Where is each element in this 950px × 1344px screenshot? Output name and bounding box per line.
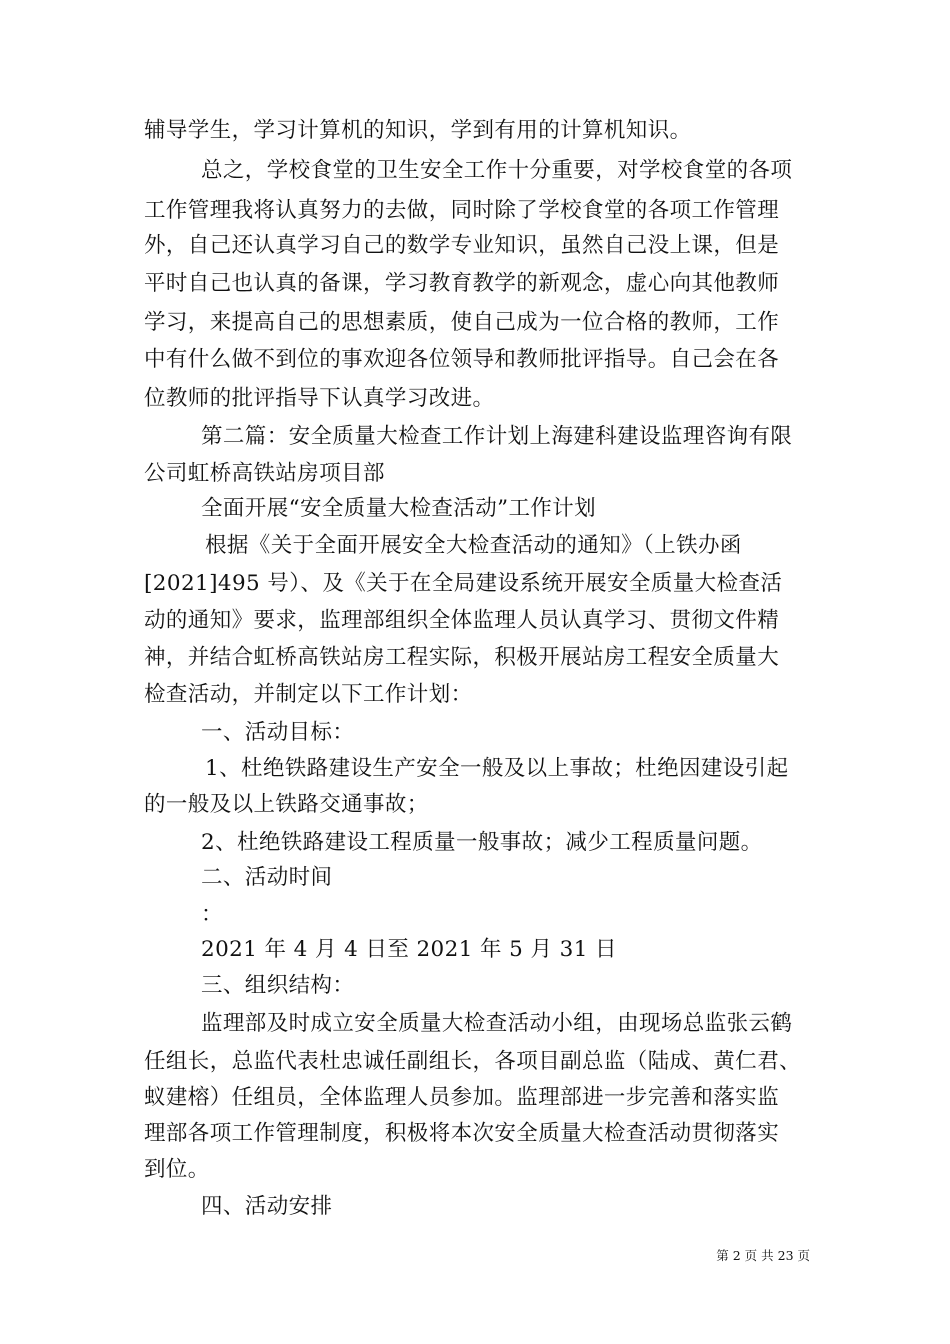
text-line: 蚁建榕）任组员，全体监理人员参加。监理部进一步完善和落实监 [144, 1085, 780, 1110]
text-line: [2021]495 号）、及《关于在全局建设系统开展安全质量大检查活 [144, 571, 783, 596]
text-line: 学习，来提高自己的思想素质，使自己成为一位合格的教师，工作 [144, 310, 780, 335]
section-heading: 三、组织结构： [201, 973, 355, 998]
text-line: ： [201, 902, 223, 927]
text-line: 中有什么做不到位的事欢迎各位领导和教师批评指导。自己会在各 [144, 347, 780, 372]
text-line: 工作管理我将认真努力的去做，同时除了学校食堂的各项工作管理 [144, 198, 780, 223]
text-line: 检查活动，并制定以下工作计划： [144, 682, 473, 707]
date-range: 2021 年 4 月 4 日至 2021 年 5 月 31 日 [201, 937, 617, 962]
section-heading: 二、活动时间 [201, 865, 333, 890]
section-heading: 第二篇：安全质量大检查工作计划上海建科建设监理咨询有限 [201, 424, 793, 449]
section-heading: 四、活动安排 [201, 1194, 333, 1219]
text-line: 平时自己也认真的备课，学习教育教学的新观念，虚心向其他教师 [144, 271, 780, 296]
text-line: 总之，学校食堂的卫生安全工作十分重要，对学校食堂的各项 [201, 158, 793, 183]
text-line: 到位。 [144, 1157, 210, 1182]
text-line: 神，并结合虹桥高铁站房工程实际，积极开展站房工程安全质量大 [144, 645, 780, 670]
text-line: 监理部及时成立安全质量大检查活动小组，由现场总监张云鹤 [201, 1011, 793, 1036]
text-line: 理部各项工作管理制度，积极将本次安全质量大检查活动贯彻落实 [144, 1121, 780, 1146]
text-line: 外，自己还认真学习自己的数学专业知识，虽然自己没上课，但是 [144, 233, 780, 258]
section-heading: 一、活动目标： [201, 720, 355, 745]
text-line: 位教师的批评指导下认真学习改进。 [144, 386, 495, 411]
document-title: 全面开展“安全质量大检查活动”工作计划 [201, 496, 597, 521]
text-line: 辅导学生，学习计算机的知识，学到有用的计算机知识。 [144, 118, 692, 143]
list-item: 的一般及以上铁路交通事故； [144, 792, 429, 817]
text-line: 动的通知》要求，监理部组织全体监理人员认真学习、贯彻文件精 [144, 608, 780, 633]
list-item: 2、杜绝铁路建设工程质量一般事故；减少工程质量问题。 [201, 830, 763, 855]
text-line: 根据《关于全面开展安全大检查活动的通知》（上铁办函 [205, 533, 742, 558]
text-line: 任组长，总监代表杜忠诚任副组长，各项目副总监（陆成、黄仁君、 [144, 1049, 802, 1074]
list-item: 1、杜绝铁路建设生产安全一般及以上事故；杜绝因建设引起 [205, 756, 789, 781]
page-number: 第 2 页 共 23 页 [716, 1248, 810, 1263]
section-heading: 公司虹桥高铁站房项目部 [144, 461, 385, 486]
